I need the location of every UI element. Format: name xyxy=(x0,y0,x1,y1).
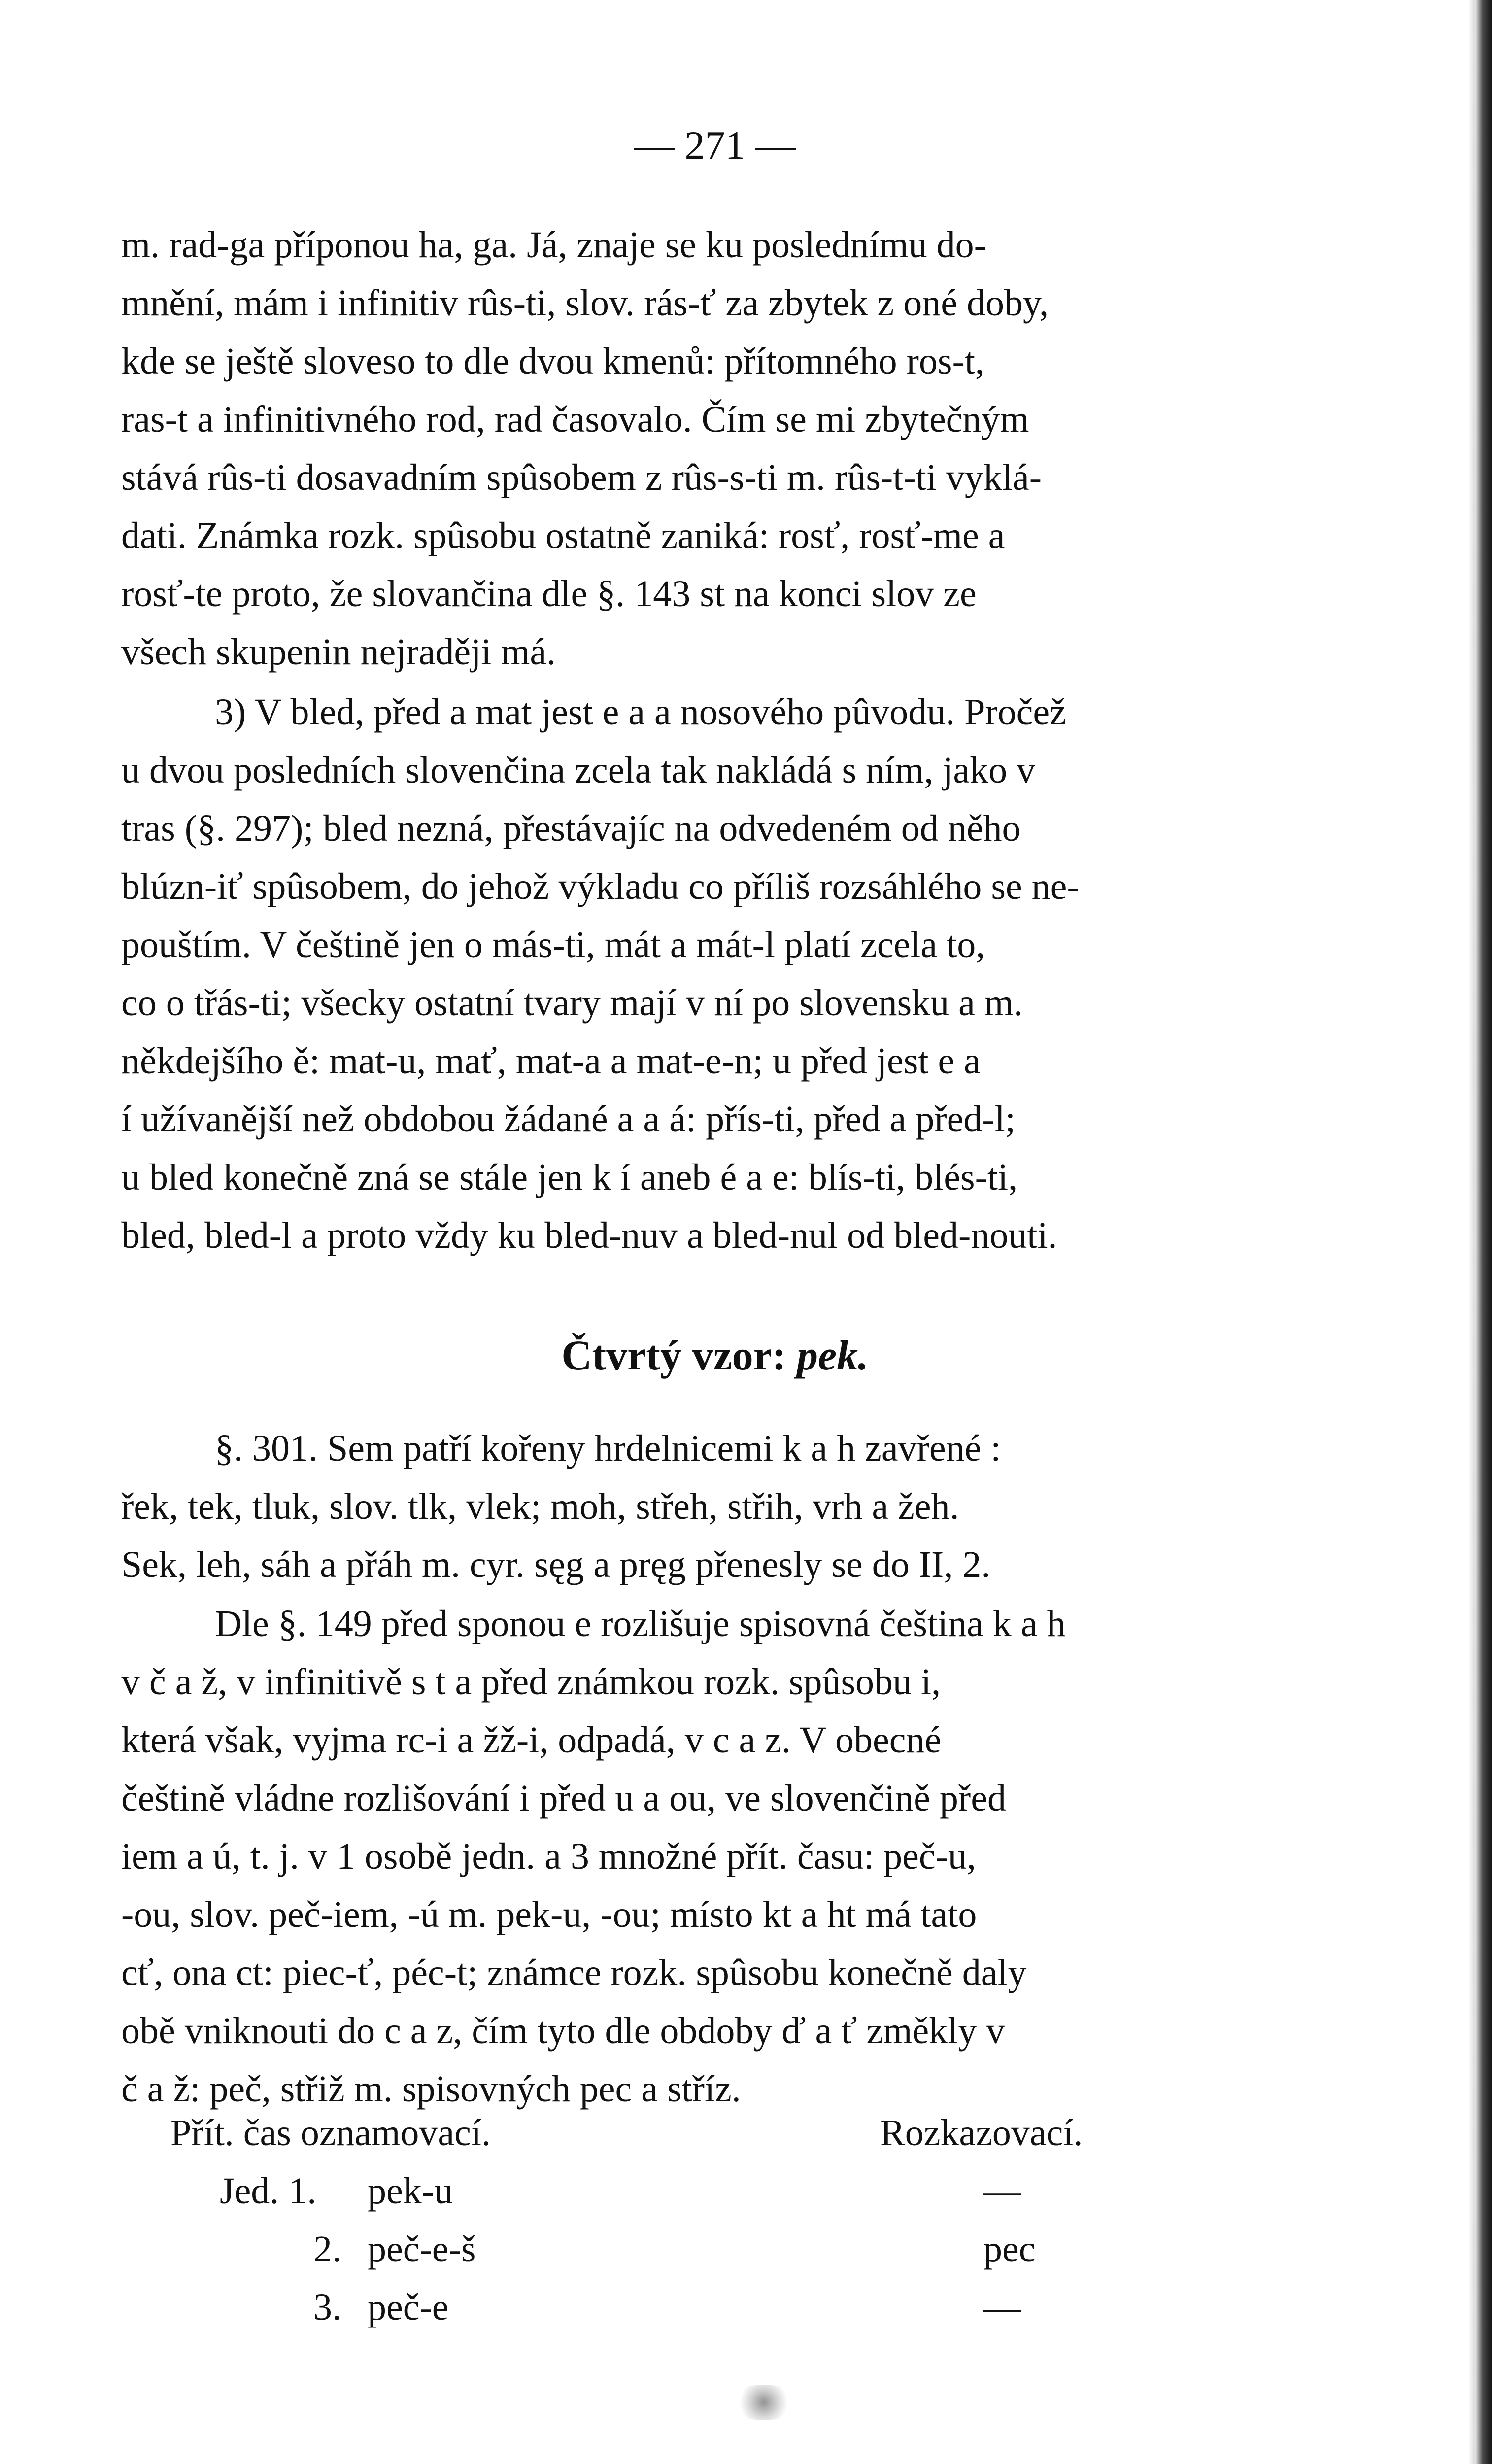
paragraph-line: která však, vyjma rc-i a žž-i, odpadá, v c a z. V obecné xyxy=(121,1719,942,1761)
conjugation-form: peč-e xyxy=(368,2287,449,2328)
conjugation-form: peč-e-š xyxy=(368,2228,476,2270)
paragraph-line: všech skupenin nejraději má. xyxy=(121,631,556,673)
paragraph-line: -ou, slov. peč-iem, -ú m. pek-u, -ou; místo kt a ht má tato xyxy=(121,1894,977,1935)
page-number: — 271 — xyxy=(634,123,796,168)
paragraph-line: cť, ona ct: piec-ť, péc-t; známce rozk. spûsobu konečně daly xyxy=(121,1952,1027,1993)
paragraph-line: tras (§. 297); bled nezná, přestávajíc na odvedeném od něho xyxy=(121,808,1021,849)
paragraph-1 xyxy=(121,216,1309,681)
paragraph-line: u bled konečně zná se stále jen k í aneb é a e: blís-ti, blés-ti, xyxy=(121,1157,1018,1198)
paragraph-line: pouštím. V češtině jen o más-ti, mát a mát-l platí zcela to, xyxy=(121,924,985,965)
paragraph-line: češtině vládne rozlišování i před u a ou, ve slovenčině před xyxy=(121,1778,1006,1819)
paragraph-line: co o třás-ti; všecky ostatní tvary mají v ní po slovensku a m. xyxy=(121,982,1023,1024)
section-heading xyxy=(121,1331,1309,1380)
ink-smudge xyxy=(734,2385,793,2420)
heading-italic-text: pek. xyxy=(796,1332,869,1379)
page-edge-shadow xyxy=(1475,0,1492,2464)
conjugation-row xyxy=(121,2170,1309,2228)
conjugation-imperative: pec xyxy=(983,2228,1036,2270)
paragraph-4 xyxy=(121,1595,1309,2118)
conjugation-person: Jed. 1. xyxy=(220,2170,317,2212)
paragraph-line: rosť-te proto, že slovančina dle §. 143 st na konci slov ze xyxy=(121,573,977,615)
paragraph-line: 3) V bled, před a mat jest e a a nosového pûvodu. Pročež xyxy=(215,691,1066,733)
paragraph-line: č a ž: peč, střiž m. spisovných pec a stříz. xyxy=(121,2068,741,2110)
paragraph-line: dati. Známka rozk. spûsobu ostatně zaniká: rosť, rosť-me a xyxy=(121,515,1005,556)
conjugation-imperative: — xyxy=(983,2287,1021,2328)
heading-text: Čtvrtý vzor: xyxy=(561,1332,797,1379)
paragraph-line: kde se ještě sloveso to dle dvou kmenů: přítomného ros-t, xyxy=(121,341,984,382)
paragraph-line: bled, bled-l a proto vždy ku bled-nuv a bled-nul od bled-nouti. xyxy=(121,1215,1057,1256)
conjugation-imperative: — xyxy=(983,2170,1021,2212)
conjugation-left-header: Přít. čas oznamovací. xyxy=(170,2112,491,2154)
paragraph-line: §. 301. Sem patří kořeny hrdelnicemi k a h zavřené : xyxy=(215,1428,1001,1469)
conjugation-row xyxy=(121,2228,1309,2286)
conjugation-form: pek-u xyxy=(368,2170,453,2212)
conjugation-table xyxy=(121,2112,1309,2344)
conjugation-person: 3. xyxy=(313,2287,341,2328)
paragraph-line: Sek, leh, sáh a přáh m. cyr. sęg a pręg přenesly se do II, 2. xyxy=(121,1544,991,1585)
paragraph-line: í užívanější než obdobou žádané a a á: přís-ti, před a před-l; xyxy=(121,1098,1016,1140)
paragraph-line: blúzn-iť spûsobem, do jehož výkladu co příliš rozsáhlého se ne- xyxy=(121,866,1080,907)
paragraph-line: obě vniknouti do c a z, čím tyto dle obdoby ď a ť změkly v xyxy=(121,2010,1005,2052)
paragraph-line: stává rûs-ti dosavadním spûsobem z rûs-s-ti m. rûs-t-ti vyklá- xyxy=(121,457,1042,498)
paragraph-line: m. rad-ga příponou ha, ga. Já, znaje se ku poslednímu do- xyxy=(121,224,986,266)
paragraph-line: iem a ú, t. j. v 1 osobě jedn. a 3 množné přít. času: peč-u, xyxy=(121,1836,976,1877)
conjugation-right-header: Rozkazovací. xyxy=(880,2112,1083,2154)
paragraph-line: u dvou posledních slovenčina zcela tak nakládá s ním, jako v xyxy=(121,750,1036,791)
conjugation-row xyxy=(121,2286,1309,2344)
conjugation-person: 2. xyxy=(313,2228,341,2270)
paragraph-line: řek, tek, tluk, slov. tlk, vlek; moh, střeh, střih, vrh a žeh. xyxy=(121,1486,959,1527)
paragraph-line: v č a ž, v infinitivě s t a před známkou rozk. spûsobu i, xyxy=(121,1661,941,1703)
paragraph-line: mnění, mám i infinitiv rûs-ti, slov. rás-ť za zbytek z oné doby, xyxy=(121,282,1049,324)
paragraph-2 xyxy=(121,683,1309,1265)
paragraph-line: někdejšího ě: mat-u, mať, mat-a a mat-e-n; u před jest e a xyxy=(121,1040,981,1082)
page-gutter-highlight xyxy=(1468,0,1475,2464)
paragraph-3 xyxy=(121,1419,1309,1594)
paragraph-line: Dle §. 149 před sponou e rozlišuje spisovná čeština k a h xyxy=(215,1603,1066,1644)
paragraph-line: ras-t a infinitivného rod, rad časovalo. Čím se mi zbytečným xyxy=(121,399,1029,440)
conjugation-header-row xyxy=(121,2112,1309,2170)
